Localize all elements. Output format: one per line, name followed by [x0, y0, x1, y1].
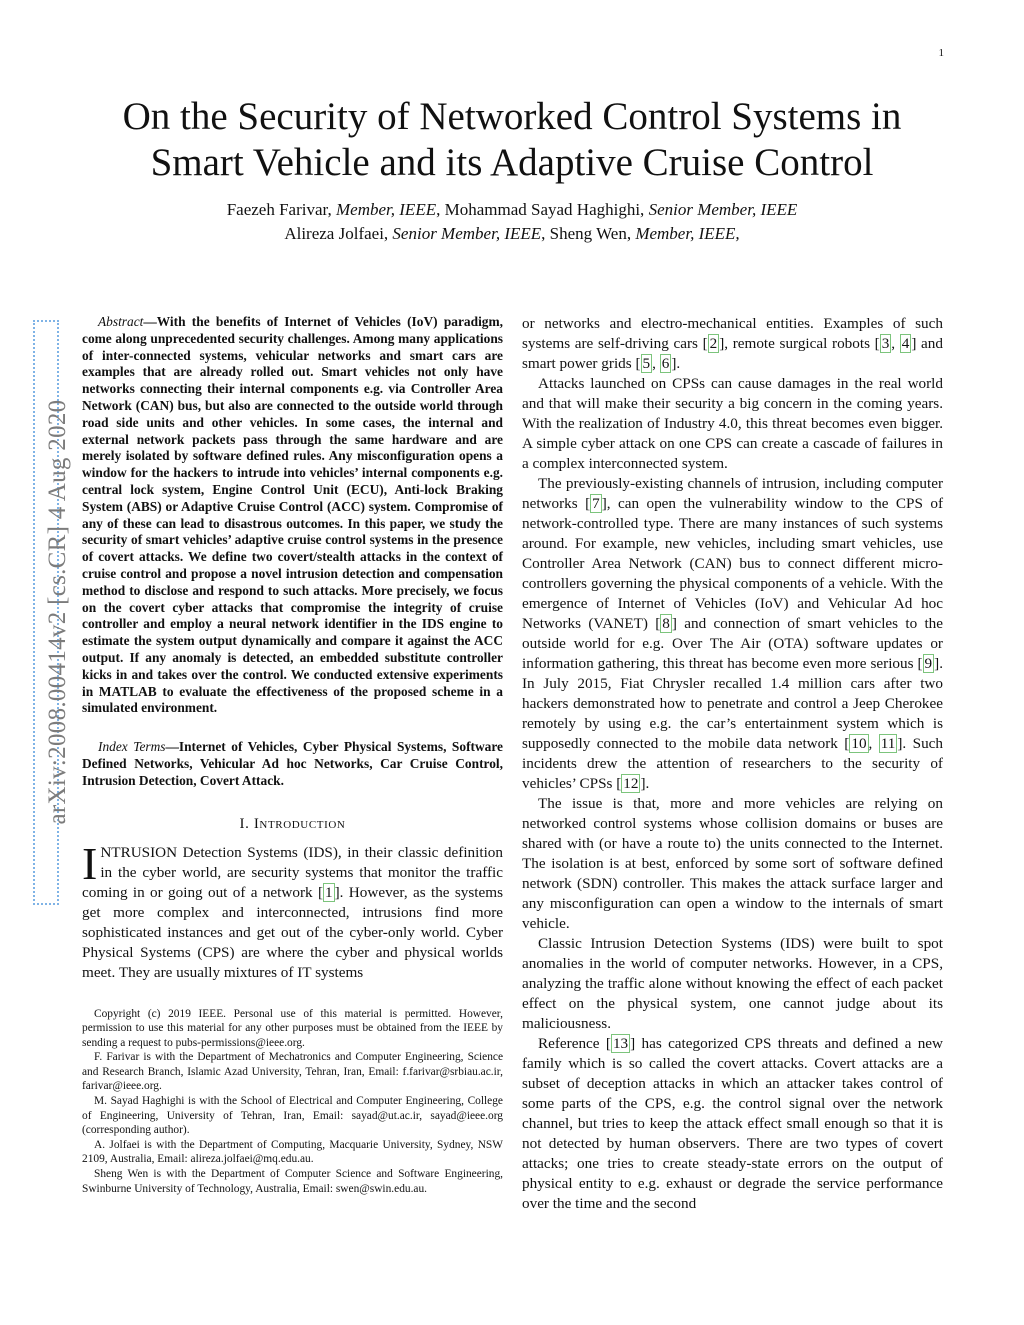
abstract-text: —With the benefits of Internet of Vehicles (IoV) paradigm, come along unprecedented security challenges. Among many applications of inter-connected systems, vehicular networks and smart cars are examples that are already rolled out. Smart vehicles not only have networks connecting their internal components e.g. via Controller Area Network (CAN) bus, but also are connected to the outside world through road side units and other vehicles. In some cases, the internal and external network packets pass through the same hardware and are merely isolated by software defined rules. Any misconfiguration opens a window for the hackers to intrude into vehicles’ internal components e.g. central lock system, Engine Control Unit (ECU), Anti-lock Braking System (ABS) or Adaptive Cruise Control (ACC) system. Compromise of any of these can lead to disastrous outcomes. In this paper, we study the security of smart vehicles’ adaptive cruise control systems in the presence of covert attacks. We define two covert/stealth attacks in the context of cruise control and propose a novel intrusion detection and compensation method to disclose and respond to such attacks. More precisely, we focus on the covert cyber attacks that compromise the integrity of cruise controller and employ a neural network identifier in the IDS engine to estimate the system output dynamically and compare it against the ACC output. If any anomaly is detected, an embedded substitute controller kicks in and takes over the control. We conducted extensive experiments in MATLAB to evaluate the effectiveness of the proposed scheme in a simulated environment.: [82, 314, 503, 716]
footnote-affiliation: Sheng Wen is with the Department of Computer Science and Software Engineering, Swinburne University of Technology, Australia, Email: swen@swin.edu.au.: [82, 1168, 503, 1195]
body-paragraph: [522, 474, 943, 794]
intro-text: NTRUSION Detection Systems (IDS), in their classic definition in the cyber world, are security systems that monitor the traffic coming in or going out of a network [: [82, 843, 503, 901]
body-text: ]. In July 2015, Fiat Chrysler recalled 1.4 million cars after two hackers demonstrated how to penetrate and control a Jeep Cherokee remotely by using e.g. the car’s entertainment system which is supposedly connected to the mobile data network [: [522, 655, 943, 752]
arxiv-identifier[interactable]: arXiv:2008.00414v2 [cs.CR] 4 Aug 2020: [44, 399, 71, 825]
author-name: Faezeh Farivar,: [226, 200, 337, 219]
body-paragraph: [522, 314, 943, 374]
citation-link[interactable]: 11: [880, 735, 896, 752]
citation-link[interactable]: 2: [709, 335, 718, 352]
body-text: ] and connection of smart vehicles to the outside world for e.g. Over The Air (OTA) software updates or information gathering, this threat has become even more serious [: [522, 615, 943, 672]
right-column: [522, 314, 943, 1214]
intro-paragraph: [82, 837, 503, 983]
body-text: ] has categorized CPS threats and defined a new family which is so called the covert attacks. Covert attacks are a subset of deception attacks in which an attacker takes control of some parts of the CPS, e.g. the control signal over the network channel, but tries to keep the attack effect small enough so that it is not detected by human observers. There are two types of covert attacks; one tries to create steady-state errors on the output of physical entity to e.g. exhaust or degrade the service performance over the time and the second: [522, 1035, 943, 1212]
body-text: The previously-existing channels of intrusion, including computer networks [: [522, 475, 943, 512]
footnote-affiliation: F. Farivar is with the Department of Mechatronics and Computer Engineering, Science and Research Branch, Islamic Azad University, Tehran, Iran, Email: f.farivar@srbiau.ac.ir, farivar@ieee.org.: [82, 1051, 503, 1093]
abstract-lead: Abstract: [98, 314, 144, 329]
body-paragraph: The issue is that, more and more vehicles are relying on networked control systems whose collision domains or buses are shared with (or have a route to) the units connected to the Internet. The isolation is at best, enforced by some sort of software defined network (SDN) controller. This makes the attack surface larger and any misconfiguration can open a window to the internals of smart vehicle.: [522, 795, 943, 932]
footnote-affiliation: A. Jolfaei is with the Department of Computing, Macquarie University, Sydney, NSW 2109, Australia, Email: alireza.jolfaei@mq.edu.au.: [82, 1138, 503, 1166]
title-line-2: Smart Vehicle and its Adaptive Cruise Control: [150, 141, 874, 184]
author-separator: ,: [436, 200, 445, 219]
citation-link[interactable]: 3: [881, 335, 890, 352]
paper-title: [0, 94, 1024, 186]
author-line-2: [0, 222, 1024, 246]
title-line-1: On the Security of Networked Control Systems in: [122, 95, 902, 138]
abstract: [82, 314, 503, 717]
citation-link[interactable]: 10: [851, 735, 867, 752]
body-text: ]. Such incidents drew the attention of researchers to the security of vehicles’ CPSs [: [522, 735, 944, 792]
author-name: Mohammad Sayad Haghighi,: [444, 200, 649, 219]
section-heading-introduction: I. Introduction: [239, 815, 346, 832]
body-text: ,: [652, 355, 660, 372]
index-terms-lead: Index Terms: [98, 739, 166, 755]
intro-text: ]. However, as the systems get more complex and interconnected, intrusions find more sophisticated instances and get out of the cyber-only world. Cyber Physical Systems (CPS) are where the cyber and physical worlds meet. They are usually mixtures of IT systems: [82, 883, 503, 981]
body-text: ], can open the vulnerability window to the CPS of network-controlled type. There are many instances of such systems around. For example, new vehicles, including smart vehicles, use Controller Area Network (CAN) bus to connect different micro-controllers governing the physical components of a vehicle. With the emergence of Internet of Vehicles (IoV) and Vehicular Ad hoc Networks (VANET) [: [522, 495, 943, 632]
author-list: [0, 198, 1024, 246]
citation-link[interactable]: 8: [662, 615, 670, 632]
author-separator: ,: [541, 224, 550, 243]
author-line-1: [0, 198, 1024, 222]
author-name: Alireza Jolfaei,: [284, 224, 393, 243]
left-column: [82, 314, 503, 1196]
body-text: or networks and electro-mechanical entities. Examples of such systems are self-driving cars [: [522, 315, 943, 352]
citation-link[interactable]: 5: [642, 355, 651, 372]
body-text: ] and smart power grids [: [522, 335, 943, 372]
body-paragraph: Attacks launched on CPSs can cause damages in the real world and that will make their security a big concern in the coming years. With the realization of Industry 4.0, this threat becomes even bigger. A simple cyber attack on one CPS can create a cascade of failures in a complex interconnected system.: [522, 375, 943, 472]
footnote-affiliation: M. Sayad Haghighi is with the School of Electrical and Computer Engineering, College of Engineering, University of Tehran, Iran, Email: sayad@ut.ac.ir, sayad@ieee.org (corresponding author).: [82, 1095, 503, 1137]
author-role: Member, IEEE: [336, 200, 437, 219]
body-text: ].: [640, 775, 650, 792]
citation-link[interactable]: 9: [924, 655, 933, 672]
author-name: Sheng Wen,: [549, 224, 636, 243]
citation-link[interactable]: 1: [325, 883, 333, 901]
body-text: Reference [: [538, 1035, 611, 1052]
footnote-copyright: Copyright (c) 2019 IEEE. Personal use of this material is permitted. However, permission to use this material for any other purposes must be obtained from the IEEE by sending a request to pubs-permissions@ieee.org.: [82, 1007, 503, 1049]
body-paragraph: [522, 1034, 943, 1214]
body-text: ], remote surgical robots [: [719, 335, 880, 352]
body-paragraph: Classic Intrusion Detection Systems (IDS) were built to spot anomalies in the world of computer networks. However, in a CPS, analyzing the traffic alone without knowing the effect of each packet effect on the physical system, one cannot judge about its maliciousness.: [522, 935, 943, 1032]
index-terms-text: —Internet of Vehicles, Cyber Physical Systems, Software Defined Networks, Vehicular Ad hoc Networks, Car Cruise Control, Intrusion Detection, Covert Attack.: [82, 739, 503, 788]
citation-link[interactable]: 12: [623, 775, 639, 792]
citation-link[interactable]: 7: [592, 495, 600, 512]
body-text: ,: [891, 335, 900, 352]
citation-link[interactable]: 6: [661, 355, 670, 372]
dropcap: I: [82, 837, 98, 889]
body-text: ].: [671, 355, 681, 372]
page-number: 1: [938, 47, 944, 59]
author-role: Senior Member, IEEE: [648, 200, 798, 219]
citation-link[interactable]: 4: [901, 335, 910, 352]
footnotes: [82, 1007, 503, 1197]
author-role: Member, IEEE,: [635, 224, 740, 243]
index-terms: [82, 739, 503, 789]
body-text: ,: [868, 735, 879, 752]
citation-link[interactable]: 13: [612, 1035, 629, 1052]
author-role: Senior Member, IEEE: [392, 224, 542, 243]
